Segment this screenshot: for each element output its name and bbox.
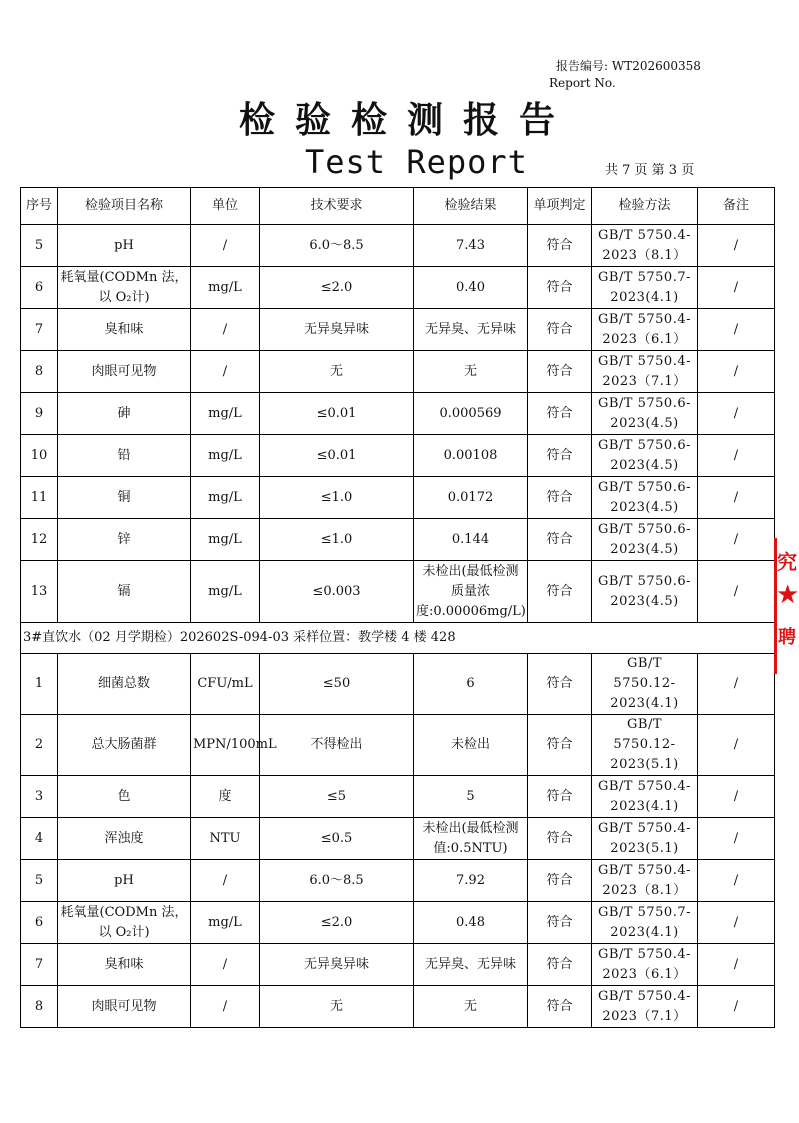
col-header-judgement: 单项判定 xyxy=(528,188,592,225)
cell-unit: mg/L xyxy=(191,902,260,944)
cell-note: / xyxy=(698,351,775,393)
cell-note: / xyxy=(698,776,775,818)
cell-item: 砷 xyxy=(58,393,191,435)
cell-judgement: 符合 xyxy=(528,818,592,860)
cell-requirement: ≤0.01 xyxy=(260,435,414,477)
cell-unit: CFU/mL xyxy=(191,654,260,715)
cell-unit: NTU xyxy=(191,818,260,860)
cell-note: / xyxy=(698,944,775,986)
cell-requirement: ≤1.0 xyxy=(260,519,414,561)
cell-note: / xyxy=(698,309,775,351)
cell-method: GB/T 5750.4-2023(4.1) xyxy=(592,776,698,818)
table-row xyxy=(21,986,775,1028)
col-header-result: 检验结果 xyxy=(414,188,528,225)
cell-no: 9 xyxy=(21,393,58,435)
cell-item: 铜 xyxy=(58,477,191,519)
cell-requirement: ≤0.5 xyxy=(260,818,414,860)
cell-judgement: 符合 xyxy=(528,435,592,477)
cell-result: 0.0172 xyxy=(414,477,528,519)
cell-note: / xyxy=(698,477,775,519)
seal-glyph-top: 究 xyxy=(777,550,797,574)
cell-requirement: ≤2.0 xyxy=(260,267,414,309)
table-row xyxy=(21,561,775,623)
cell-no: 5 xyxy=(21,860,58,902)
cell-item: pH xyxy=(58,225,191,267)
cell-requirement: ≤2.0 xyxy=(260,902,414,944)
cell-method: GB/T 5750.4-2023（8.1） xyxy=(592,225,698,267)
cell-requirement: 6.0～8.5 xyxy=(260,860,414,902)
cell-result: 未检出(最低检测值:0.5NTU) xyxy=(414,818,528,860)
cell-requirement: 无 xyxy=(260,351,414,393)
cell-item: 细菌总数 xyxy=(58,654,191,715)
cell-result: 0.00108 xyxy=(414,435,528,477)
cell-unit: 度 xyxy=(191,776,260,818)
cell-method: GB/T 5750.6-2023(4.5) xyxy=(592,393,698,435)
col-header-requirement: 技术要求 xyxy=(260,188,414,225)
cell-no: 1 xyxy=(21,654,58,715)
cell-method: GB/T 5750.6-2023(4.5) xyxy=(592,477,698,519)
cell-no: 4 xyxy=(21,818,58,860)
cell-judgement: 符合 xyxy=(528,267,592,309)
cell-method: GB/T 5750.4-2023（8.1） xyxy=(592,860,698,902)
col-header-note: 备注 xyxy=(698,188,775,225)
section-label: 3#直饮水（02 月学期检）202602S-094-03 采样位置：教学楼 4 楼 428 xyxy=(21,623,775,654)
cell-method: GB/T 5750.7-2023(4.1) xyxy=(592,267,698,309)
cell-result: 7.43 xyxy=(414,225,528,267)
cell-requirement: ≤0.003 xyxy=(260,561,414,623)
report-number: 报告编号: WT202600358 xyxy=(556,59,701,73)
cell-note: / xyxy=(698,225,775,267)
cell-no: 13 xyxy=(21,561,58,623)
cell-note: / xyxy=(698,986,775,1028)
cell-method: GB/T 5750.12-2023(4.1) xyxy=(592,654,698,715)
results-table xyxy=(20,187,775,1028)
cell-method: GB/T 5750.4-2023（6.1） xyxy=(592,309,698,351)
cell-method: GB/T 5750.6-2023(4.5) xyxy=(592,519,698,561)
cell-method: GB/T 5750.6-2023(4.5) xyxy=(592,561,698,623)
cell-unit: mg/L xyxy=(191,477,260,519)
cell-requirement: 6.0～8.5 xyxy=(260,225,414,267)
cell-result: 未检出 xyxy=(414,715,528,776)
cell-result: 未检出(最低检测质量浓度:0.00006mg/L) xyxy=(414,561,528,623)
cell-no: 7 xyxy=(21,309,58,351)
table-row xyxy=(21,225,775,267)
cell-requirement: ≤1.0 xyxy=(260,477,414,519)
table-row xyxy=(21,435,775,477)
table-row xyxy=(21,351,775,393)
cell-unit: / xyxy=(191,860,260,902)
cell-item: 浑浊度 xyxy=(58,818,191,860)
cell-judgement: 符合 xyxy=(528,860,592,902)
cell-result: 5 xyxy=(414,776,528,818)
cell-note: / xyxy=(698,393,775,435)
cell-judgement: 符合 xyxy=(528,654,592,715)
cell-requirement: ≤50 xyxy=(260,654,414,715)
cell-no: 10 xyxy=(21,435,58,477)
cell-note: / xyxy=(698,654,775,715)
cell-note: / xyxy=(698,267,775,309)
cell-result: 0.144 xyxy=(414,519,528,561)
cell-note: / xyxy=(698,435,775,477)
cell-method: GB/T 5750.4-2023（7.1） xyxy=(592,986,698,1028)
cell-method: GB/T 5750.4-2023（7.1） xyxy=(592,351,698,393)
cell-requirement: 不得检出 xyxy=(260,715,414,776)
table-row xyxy=(21,818,775,860)
cell-unit: / xyxy=(191,225,260,267)
cell-judgement: 符合 xyxy=(528,715,592,776)
seal-star-icon: ★ xyxy=(776,580,799,610)
cell-item: 臭和味 xyxy=(58,944,191,986)
cell-unit: / xyxy=(191,944,260,986)
cell-item: 肉眼可见物 xyxy=(58,986,191,1028)
cell-item: 铅 xyxy=(58,435,191,477)
table-row xyxy=(21,944,775,986)
cell-item: 色 xyxy=(58,776,191,818)
cell-result: 0.000569 xyxy=(414,393,528,435)
cell-result: 7.92 xyxy=(414,860,528,902)
cell-judgement: 符合 xyxy=(528,477,592,519)
cell-unit: mg/L xyxy=(191,519,260,561)
cell-unit: mg/L xyxy=(191,267,260,309)
table-row xyxy=(21,715,775,776)
cell-requirement: ≤5 xyxy=(260,776,414,818)
cell-judgement: 符合 xyxy=(528,393,592,435)
cell-method: GB/T 5750.4-2023（6.1） xyxy=(592,944,698,986)
cell-no: 12 xyxy=(21,519,58,561)
section-row xyxy=(21,623,775,654)
cell-judgement: 符合 xyxy=(528,776,592,818)
cell-note: / xyxy=(698,519,775,561)
cell-item: 总大肠菌群 xyxy=(58,715,191,776)
cell-no: 8 xyxy=(21,351,58,393)
cell-unit: mg/L xyxy=(191,435,260,477)
seal-glyph-bottom: 聘 xyxy=(778,627,796,648)
cell-result: 0.48 xyxy=(414,902,528,944)
table-row xyxy=(21,267,775,309)
cell-result: 无 xyxy=(414,986,528,1028)
cell-no: 2 xyxy=(21,715,58,776)
cell-no: 7 xyxy=(21,944,58,986)
cell-result: 6 xyxy=(414,654,528,715)
cell-unit: / xyxy=(191,309,260,351)
table-row xyxy=(21,654,775,715)
cell-unit: / xyxy=(191,986,260,1028)
col-header-no: 序号 xyxy=(21,188,58,225)
cell-note: / xyxy=(698,715,775,776)
table-row xyxy=(21,860,775,902)
table-row xyxy=(21,519,775,561)
cell-judgement: 符合 xyxy=(528,351,592,393)
cell-result: 0.40 xyxy=(414,267,528,309)
cell-judgement: 符合 xyxy=(528,309,592,351)
cell-method: GB/T 5750.12-2023(5.1) xyxy=(592,715,698,776)
table-header-row xyxy=(21,188,775,225)
cell-judgement: 符合 xyxy=(528,519,592,561)
cell-method: GB/T 5750.6-2023(4.5) xyxy=(592,435,698,477)
page-info: 共 7 页 第 3 页 xyxy=(605,163,695,178)
col-header-method: 检验方法 xyxy=(592,188,698,225)
cell-requirement: 无异臭异味 xyxy=(260,309,414,351)
cell-judgement: 符合 xyxy=(528,986,592,1028)
cell-method: GB/T 5750.4-2023(5.1) xyxy=(592,818,698,860)
table-row xyxy=(21,902,775,944)
table-row xyxy=(21,776,775,818)
col-header-unit: 单位 xyxy=(191,188,260,225)
cell-unit: MPN/100mL xyxy=(191,715,260,776)
cell-no: 6 xyxy=(21,902,58,944)
cell-judgement: 符合 xyxy=(528,561,592,623)
cell-item: 锌 xyxy=(58,519,191,561)
table-row xyxy=(21,477,775,519)
cell-no: 3 xyxy=(21,776,58,818)
cell-judgement: 符合 xyxy=(528,902,592,944)
cell-item: pH xyxy=(58,860,191,902)
col-header-item: 检验项目名称 xyxy=(58,188,191,225)
table-row xyxy=(21,309,775,351)
cell-item: 镉 xyxy=(58,561,191,623)
cell-item: 耗氧量(CODMn 法，以 O₂计) xyxy=(58,902,191,944)
cell-result: 无异臭、无异味 xyxy=(414,309,528,351)
report-number-block xyxy=(549,58,701,92)
cell-result: 无 xyxy=(414,351,528,393)
cell-item: 臭和味 xyxy=(58,309,191,351)
report-number-en: Report No. xyxy=(549,76,616,90)
cell-method: GB/T 5750.7-2023(4.1) xyxy=(592,902,698,944)
cell-unit: mg/L xyxy=(191,393,260,435)
cell-no: 6 xyxy=(21,267,58,309)
cell-result: 无异臭、无异味 xyxy=(414,944,528,986)
cell-no: 11 xyxy=(21,477,58,519)
table-row xyxy=(21,393,775,435)
cell-unit: / xyxy=(191,351,260,393)
cell-no: 5 xyxy=(21,225,58,267)
report-title-en: Test Report xyxy=(305,143,528,181)
cell-judgement: 符合 xyxy=(528,225,592,267)
cell-note: / xyxy=(698,902,775,944)
cell-note: / xyxy=(698,818,775,860)
cell-item: 肉眼可见物 xyxy=(58,351,191,393)
cell-judgement: 符合 xyxy=(528,944,592,986)
cell-requirement: ≤0.01 xyxy=(260,393,414,435)
report-title-cn: 检验检测报告 xyxy=(238,100,575,141)
cell-note: / xyxy=(698,860,775,902)
cell-unit: mg/L xyxy=(191,561,260,623)
cell-no: 8 xyxy=(21,986,58,1028)
cell-requirement: 无异臭异味 xyxy=(260,944,414,986)
cell-item: 耗氧量(CODMn 法，以 O₂计) xyxy=(58,267,191,309)
cell-note: / xyxy=(698,561,775,623)
cell-requirement: 无 xyxy=(260,986,414,1028)
